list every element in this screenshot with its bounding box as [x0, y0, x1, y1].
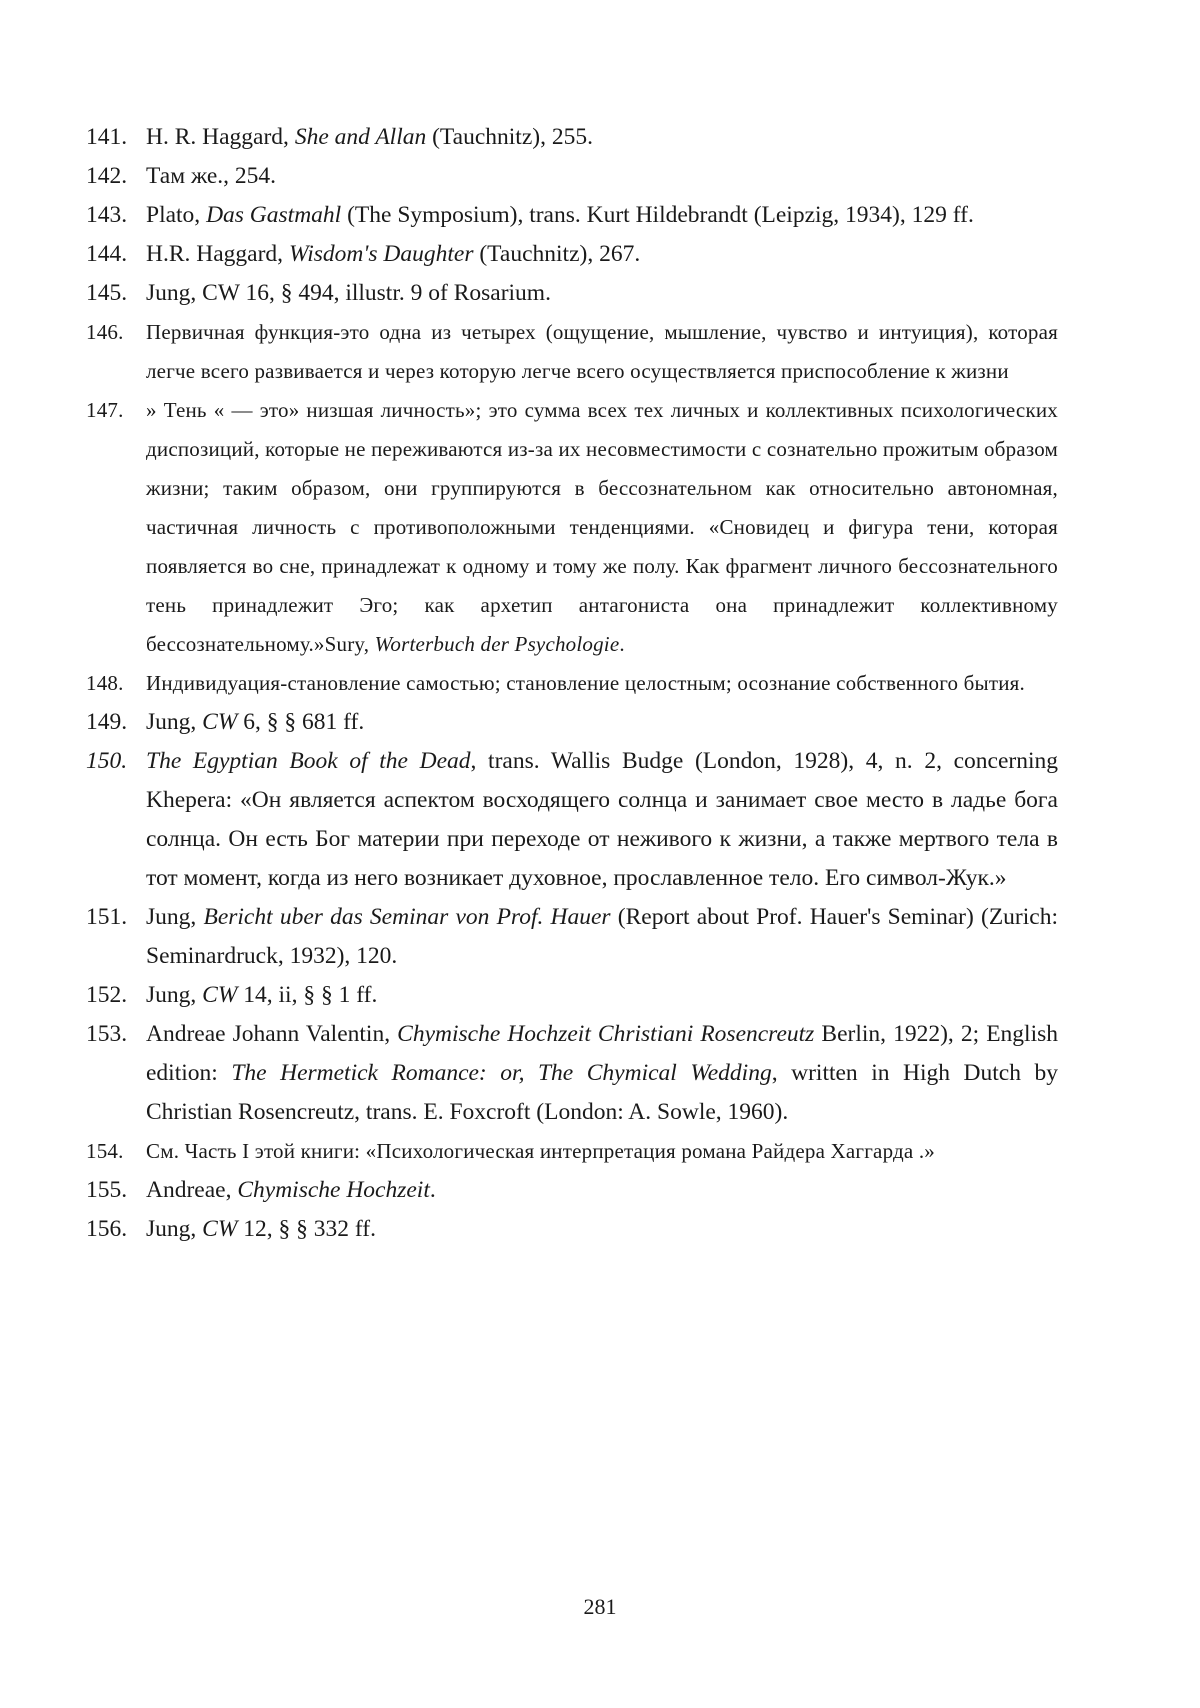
endnote-number: 152.: [86, 982, 128, 1008]
endnote-text: Berlin, 1922), 2; English edition:: [146, 1021, 1059, 1086]
endnote-text: Первичная функция-это одна из четырех (ощущение, мышление, чувство и интуиция), которая легче всего развивается и через которую легче всего осуществляется приспособление к жизни: [146, 320, 1058, 383]
endnote-number: 145.: [86, 280, 128, 306]
endnote-number: 153.: [86, 1021, 128, 1047]
endnote-text: Индивидуация-становление самостью; становление целостным; осознание собственного бытия.: [146, 671, 1025, 695]
endnote: [86, 235, 1058, 274]
endnote-italic-title: Chymische Hochzeit Christiani Rosencreutz: [397, 1021, 815, 1047]
endnote-number: 155.: [86, 1177, 128, 1203]
endnote-italic-title: CW: [202, 1216, 238, 1242]
endnote-italic-title: The Hermetick Romance: or, The Chymical Wedding: [231, 1060, 772, 1086]
endnote: [86, 1210, 1058, 1249]
endnote-text: Jung,: [146, 904, 204, 930]
endnote-text: (Tauchnitz), 255.: [426, 124, 593, 150]
endnote: [86, 274, 1058, 313]
endnote: [86, 157, 1058, 196]
endnote-text: (Tauchnitz), 267.: [473, 241, 641, 267]
endnote: [86, 118, 1058, 157]
endnote-text: .: [429, 1177, 436, 1203]
endnotes-list: [86, 118, 1058, 1249]
endnote-text: (The Symposium), trans. Kurt Hildebrandt (Leipzig, 1934), 129 ff.: [341, 202, 974, 228]
endnote-number: 142.: [86, 163, 128, 189]
endnote-number: 147.: [86, 398, 124, 422]
endnote-text: H.R. Haggard,: [146, 241, 289, 267]
endnote-text: , written in High Dutch by Christian Rosencreutz, trans. E. Foxcroft (London: A. Sowle, 1960).: [146, 1060, 1058, 1125]
endnote: [86, 1015, 1058, 1132]
endnote: [86, 703, 1058, 742]
endnote: [86, 313, 1058, 391]
endnote-italic-title: CW: [202, 982, 238, 1008]
endnote-text: См. Часть I этой книги: «Психологическая интерпретация романа Райдера Хаггарда .»: [146, 1139, 935, 1163]
endnote-text: Plato,: [146, 202, 207, 228]
endnote-italic-title: CW: [202, 709, 238, 735]
endnote-text: (Report about Prof. Hauer's Seminar) (Zurich: Seminardruck, 1932), 120.: [146, 904, 1058, 969]
endnote-italic-title: Worterbuch der Psychologie: [374, 632, 620, 656]
endnote-number: 154.: [86, 1139, 124, 1163]
endnote-text: 14, ii, § § 1 ff.: [237, 982, 378, 1008]
endnote-number: 143.: [86, 202, 128, 228]
endnote-text: » Тень « — это» низшая личность»; это сумма всех тех личных и коллективных психологических диспозиций, которые не переживаются из-за их несовместимости с сознательно прожитым образом жизни; таким образом, они группируются в бессознательном как относительно автономная, частичная личность с противоположными тенденциями. «Сновидец и фигура тени, которая появляется во сне, принадлежат к одному и тому же полу. Как фрагмент личного бессознательного тень принадлежит Эго; как архетип антагониста она принадлежит коллективному бессознательному.»Sury,: [146, 398, 1058, 656]
endnote-text: Там же., 254.: [146, 163, 277, 189]
endnote-number: 149.: [86, 709, 128, 735]
endnote-text: Andreae,: [146, 1177, 238, 1203]
page-number: 281: [583, 1594, 617, 1619]
endnote: [86, 1171, 1058, 1210]
endnote-text: Jung,: [146, 709, 203, 735]
endnote-number: 144.: [86, 241, 128, 267]
endnote-text: 6, § § 681 ff.: [237, 709, 365, 735]
endnote: [86, 391, 1058, 664]
endnote-text: H. R. Haggard,: [146, 124, 295, 150]
endnote: [86, 898, 1058, 976]
endnote-text: , trans. Wallis Budge (London, 1928), 4, n. 2, concerning Khepera: «Он является аспектом восходящего солнца и занимает свое место в ладье бога солнца. Он есть Бог материи при переходе от неживого к жизни, а также мертвого тела в тот момент, когда из него возникает духовное, прославленное тело. Его символ-Жук.»: [146, 748, 1058, 891]
endnote-number: 151.: [86, 904, 128, 930]
endnote-italic-title: Bericht uber das Seminar von Prof. Hauer: [203, 904, 611, 930]
endnote-italic-title: The Egyptian Book of the Dead: [146, 748, 471, 774]
endnote: [86, 1132, 1058, 1171]
endnote: [86, 976, 1058, 1015]
endnote-italic-title: She and Allan: [294, 124, 427, 150]
endnote-number: 150.: [86, 748, 128, 774]
endnote-text: Jung,: [146, 1216, 203, 1242]
endnote-text: Jung, CW 16, § 494, illustr. 9 of Rosarium.: [146, 280, 551, 306]
endnote-italic-title: Das Gastmahl: [206, 202, 342, 228]
endnote-number: 156.: [86, 1216, 128, 1242]
endnote-italic-title: Wisdom's Daughter: [288, 241, 474, 267]
endnote: [86, 742, 1058, 898]
endnote: [86, 664, 1058, 703]
endnote-number: 148.: [86, 671, 124, 695]
endnote-number: 141.: [86, 124, 128, 150]
endnote-text: 12, § § 332 ff.: [237, 1216, 377, 1242]
endnote-number: 146.: [86, 320, 124, 344]
endnote: [86, 196, 1058, 235]
endnote-italic-title: Chymische Hochzeit: [237, 1177, 430, 1203]
endnote-text: Andreae Johann Valentin,: [146, 1021, 398, 1047]
endnote-text: .: [619, 632, 625, 656]
endnote-text: Jung,: [146, 982, 203, 1008]
